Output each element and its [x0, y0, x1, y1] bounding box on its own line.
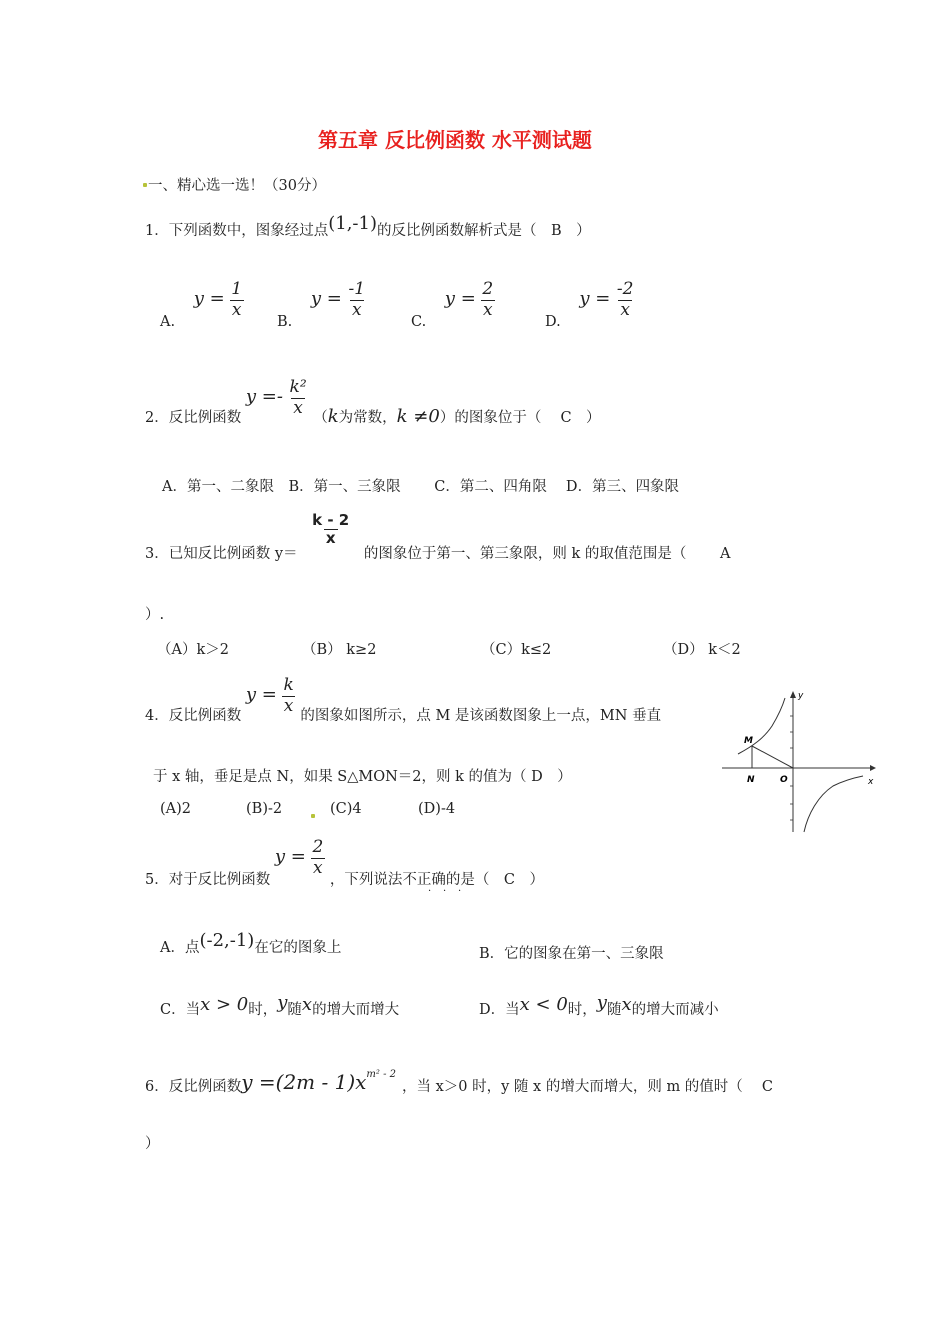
q6-end: ） — [145, 1136, 160, 1152]
decorative-dot — [311, 814, 315, 818]
q4-option-b: (B)-2 — [246, 801, 283, 817]
question-5: 5．对于反比例函数 y = $\frac{2}{x}$ ，下列说法不正确的是（ C ） — [145, 837, 544, 889]
label-y: y — [798, 691, 804, 701]
q4-line2: 于 x 轴，垂足是点 N，如果 S△MON＝2，则 k 的值为（ D ） — [153, 769, 572, 785]
q4-option-d: (D)-4 — [418, 801, 456, 817]
curve-lower-right — [804, 776, 863, 832]
q5-option-d: D．当x < 0时，y随x的增大而减小 — [479, 992, 719, 1018]
q5-option-b: B．它的图象在第一、三象限 — [479, 946, 664, 962]
segment-mo — [752, 746, 793, 768]
q3-option-b: （B） k≥2 — [302, 642, 377, 658]
q5-option-c: C．当x > 0时，y随x的增大而增大 — [160, 992, 400, 1018]
question-6: 6．反比例函数$y =(2m - 1)x^{m^2 - 2}$，当 x＞0 时，y 随 x 的增大而增大，则 m 的值时（ C — [145, 1069, 774, 1095]
question-4: 4．反比例函数 y = $\frac{k}{x}$ 的图象如图所示，点 M 是该函数图象上一点，MN 垂直 — [145, 675, 662, 725]
q1-point: (1,-1) — [328, 213, 377, 234]
question-3: 3．已知反比例函数 y＝ $\frac{k - 2}{x}$ 的图象位于第一、第三象限，则 k 的取值范围是（ A — [145, 511, 731, 562]
emphasis-dot: · — [458, 886, 462, 897]
label-n: N — [747, 775, 755, 785]
q1-option-c: C. y = $\frac{2}{x}$ — [411, 279, 494, 331]
q5-option-a: A．点(-2,-1)在它的图象上 — [160, 930, 342, 956]
label-x: x — [868, 777, 874, 787]
q1-option-d: D. y = $\frac{-2}{x}$ — [545, 279, 634, 331]
q3-end: ）. — [145, 607, 165, 623]
page-title: 第五章 反比例函数 水平测试题 — [318, 128, 592, 152]
q3-option-c: （C）k≤2 — [481, 642, 552, 658]
q3-option-a: （A）k＞2 — [157, 642, 229, 658]
q3-option-d: （D） k＜2 — [663, 642, 741, 658]
q4-option-c: (C)4 — [330, 801, 362, 817]
question-2: 2．反比例函数 y =- $\frac{\text{k²}}{x}$ （k为常数，k ≠0）的图象位于（ C ） — [145, 377, 601, 428]
q1-option-b: B. y = $\frac{-1}{x}$ — [277, 279, 366, 331]
label-o: O — [780, 775, 788, 785]
decorative-dot — [143, 183, 147, 187]
q2-options: A．第一、二象限 B．第一、三象限 C．第二、四角限 D．第三、四象限 — [162, 479, 680, 495]
section-heading: 一、精心选一选！（30分） — [148, 178, 326, 194]
question-1: 1．下列函数中，图象经过点(1,-1)的反比例函数解析式是（ B ） — [145, 213, 591, 239]
emphasis-dot: · — [443, 886, 447, 897]
q1-option-a: A. y = $\frac{1}{x}$ — [160, 279, 243, 331]
q4-option-a: (A)2 — [160, 801, 192, 817]
hyperbola-graph — [718, 686, 880, 836]
emphasis-dot: · — [428, 886, 432, 897]
label-m: M — [744, 736, 753, 746]
